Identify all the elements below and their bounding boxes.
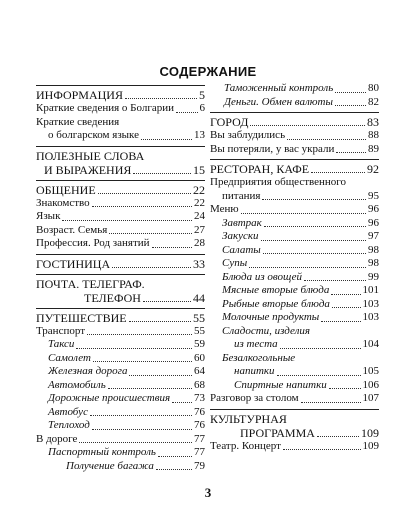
dot-leader	[329, 388, 361, 389]
dot-leader	[264, 226, 366, 227]
dot-leader	[283, 449, 361, 450]
toc-entry-page: 15	[193, 162, 205, 177]
toc-entry-title: Салаты	[222, 243, 261, 256]
toc-entry	[210, 440, 379, 454]
toc-entry	[210, 379, 379, 393]
toc-entry-title: Такси	[48, 338, 75, 350]
dot-leader	[92, 206, 192, 207]
dot-leader	[287, 139, 366, 140]
dot-leader	[76, 348, 192, 349]
toc-entry	[210, 244, 379, 258]
toc-entry	[210, 298, 379, 312]
toc-entry-heading-line: Безалкогольные	[222, 351, 296, 364]
toc-entry-title: Знакомство	[36, 196, 90, 209]
dot-leader	[250, 125, 365, 126]
toc-entry-page: 22	[193, 182, 205, 197]
toc-entry	[36, 197, 205, 211]
dot-leader	[263, 253, 366, 254]
dot-leader	[129, 375, 192, 376]
toc-entry	[36, 274, 205, 305]
toc-entry	[36, 210, 205, 224]
toc-entry-title: Транспорт	[36, 324, 86, 337]
toc-entry-page: 60	[194, 351, 205, 364]
toc-entry-page: 99	[368, 270, 379, 283]
toc-entry-page: 97	[368, 230, 379, 242]
toc-entry-heading-line: Предприятия общественного	[210, 176, 347, 188]
dot-leader	[62, 220, 192, 221]
toc-entry	[36, 237, 205, 251]
toc-entry	[36, 116, 205, 143]
toc-entry	[210, 143, 379, 157]
toc-entry-title: Вы потеряли, у вас украли	[210, 142, 335, 155]
contents-title: СОДЕРЖАНИЕ	[159, 64, 257, 79]
toc-entry	[36, 446, 205, 460]
toc-entry-page: 105	[362, 365, 379, 377]
page-number: 3	[204, 485, 212, 500]
dot-leader	[311, 172, 365, 173]
dot-leader	[176, 112, 198, 113]
toc-entry-page: 103	[362, 297, 379, 310]
toc-entry-heading-line: Краткие сведения	[36, 115, 120, 128]
dot-leader	[280, 348, 361, 349]
dot-leader	[277, 375, 361, 376]
toc-entry-page: 103	[362, 311, 379, 323]
toc-entry-heading-line: ПОЛЕЗНЫЕ СЛОВА	[36, 148, 145, 163]
toc-entry-title: Закуски	[222, 230, 259, 242]
toc-entry	[210, 284, 379, 298]
toc-entry	[210, 217, 379, 231]
dot-leader	[125, 98, 197, 99]
toc-entry-page: 55	[193, 310, 205, 325]
toc-entry	[36, 325, 205, 339]
toc-entry-title: Меню	[210, 203, 239, 215]
toc-entry-page: 107	[362, 392, 379, 404]
dot-leader	[87, 334, 192, 335]
dot-leader	[336, 152, 366, 153]
dot-leader	[321, 321, 360, 322]
toc-entry-title: В дороге	[36, 432, 78, 445]
toc-entry	[210, 176, 379, 203]
toc-entry-title: питания	[222, 189, 261, 202]
toc-entry-title: Вы заблудились	[210, 129, 286, 141]
toc-entry-page: 96	[368, 216, 379, 229]
dot-leader	[317, 436, 359, 437]
toc-entry-page: 68	[194, 378, 205, 391]
toc-entry-title: Дорожные происшествия	[48, 392, 171, 404]
toc-entry-title: Деньги. Обмен валюты	[224, 95, 333, 108]
toc-entry	[210, 409, 379, 440]
dot-leader	[93, 361, 192, 362]
toc-entry-page: 89	[368, 142, 379, 155]
dot-leader	[261, 240, 366, 241]
toc-entry-page: 88	[368, 129, 379, 141]
toc-entry-title: ИНФОРМАЦИЯ	[36, 88, 123, 102]
toc-entry	[210, 159, 379, 176]
toc-entry-title: Автобус	[48, 405, 88, 418]
toc-entry-page: 101	[362, 284, 379, 296]
dot-leader	[152, 247, 192, 248]
toc-entry-page: 76	[194, 419, 205, 431]
toc-entry	[210, 352, 379, 379]
toc-entry	[210, 271, 379, 285]
toc-entry-title: Театр. Концерт	[210, 439, 281, 452]
toc-entry-title: Самолет	[48, 351, 91, 364]
toc-entry	[36, 392, 205, 406]
toc-entry-page: 55	[194, 324, 205, 337]
toc-entry-title: РЕСТОРАН, КАФЕ	[210, 162, 310, 176]
toc-entry	[36, 379, 205, 393]
toc-entry-title: из теста	[234, 338, 278, 350]
toc-entry-page: 82	[368, 95, 379, 108]
toc-entry	[210, 230, 379, 244]
dot-leader	[304, 280, 366, 281]
toc-entry-page: 98	[368, 257, 379, 269]
toc-entry	[36, 254, 205, 271]
toc-entry	[210, 325, 379, 352]
toc-entry-page: 76	[194, 405, 205, 418]
toc-entry-title: Язык	[36, 210, 61, 222]
toc-entry-heading-line: Сладости, изделия	[222, 324, 311, 337]
toc-entry-title: Железная дорога	[48, 365, 128, 377]
dot-leader	[90, 415, 192, 416]
dot-leader	[331, 294, 360, 295]
toc-entry-title: Блюда из овощей	[222, 270, 302, 283]
dot-leader	[156, 469, 192, 470]
toc-entry	[210, 257, 379, 271]
toc-entry-page: 24	[194, 210, 205, 222]
toc-entry-title: И ВЫРАЖЕНИЯ	[44, 162, 132, 177]
toc-entry-page: 95	[368, 189, 379, 202]
toc-entry	[36, 352, 205, 366]
dot-leader	[98, 193, 191, 194]
dot-leader	[141, 139, 192, 140]
dot-leader	[92, 429, 192, 430]
toc-entry-title: Супы	[222, 257, 248, 269]
toc-entry-page: 80	[368, 82, 379, 94]
dot-leader	[335, 105, 366, 106]
toc-entry-page: 109	[361, 425, 379, 440]
dot-leader	[133, 173, 191, 174]
toc-entry-page: 13	[194, 129, 205, 141]
toc-entry	[36, 102, 205, 116]
toc-entry-title: Молочные продукты	[222, 311, 320, 323]
toc-entry-title: Краткие сведения о Болгарии	[36, 102, 174, 114]
dot-leader	[158, 456, 192, 457]
toc-entry	[210, 392, 379, 406]
toc-entry	[36, 365, 205, 379]
toc-entry-title: напитки	[234, 365, 275, 377]
toc-entry	[210, 129, 379, 143]
toc-entry	[36, 180, 205, 197]
toc-entry-title: Разговор за столом	[210, 392, 299, 404]
toc-entry-title: Таможенный контроль	[224, 82, 334, 94]
toc-entry-title: Мясные вторые блюда	[222, 284, 330, 296]
toc-entry-title: Завтрак	[222, 216, 262, 229]
toc-entry-heading-line: КУЛЬТУРНАЯ	[210, 411, 287, 426]
toc-entry-page: 64	[194, 365, 205, 377]
dot-leader	[172, 402, 192, 403]
dot-leader	[262, 199, 366, 200]
toc-entry-page: 28	[194, 237, 205, 249]
toc-right-column	[210, 82, 379, 453]
dot-leader	[241, 213, 366, 214]
toc-entry-page: 22	[194, 196, 205, 209]
toc-entry-title: Рыбные вторые блюда	[222, 297, 330, 310]
toc-entry-page: 106	[362, 378, 379, 391]
dot-leader	[301, 402, 361, 403]
dot-leader	[335, 92, 366, 93]
toc-entry-page: 104	[362, 338, 379, 350]
toc-entry-page: 77	[194, 432, 205, 445]
toc-entry	[36, 406, 205, 420]
toc-entry-page: 33	[193, 256, 205, 271]
toc-entry	[210, 96, 379, 110]
toc-entry-page: 5	[199, 88, 205, 102]
toc-entry	[36, 433, 205, 447]
toc-left-column	[36, 82, 205, 473]
toc-entry-title: ПУТЕШЕСТВИЕ	[36, 310, 127, 325]
toc-entry-heading-line: ПОЧТА. ТЕЛЕГРАФ.	[36, 276, 145, 291]
toc-entry-title: Автомобиль	[48, 378, 106, 391]
toc-entry-page: 83	[367, 115, 379, 129]
dot-leader	[109, 233, 192, 234]
toc-entry	[36, 85, 205, 102]
toc-entry	[210, 311, 379, 325]
toc-entry-page: 92	[367, 162, 379, 176]
toc-entry-title: о болгарском языке	[48, 129, 140, 141]
dot-leader	[249, 267, 366, 268]
toc-entry	[36, 146, 205, 177]
toc-entry-title: ТЕЛЕФОН	[84, 290, 141, 305]
toc-entry	[36, 224, 205, 238]
toc-entry-title: ПРОГРАММА	[240, 425, 315, 440]
toc-entry	[210, 112, 379, 129]
toc-entry	[36, 419, 205, 433]
toc-entry-title: Получение багажа	[66, 459, 154, 472]
toc-entry-title: Возраст. Семья	[36, 223, 108, 236]
toc-entry-page: 98	[368, 243, 379, 256]
dot-leader	[129, 321, 191, 322]
toc-entry-title: Спиртные напитки	[234, 378, 327, 391]
toc-entry-page: 77	[194, 446, 205, 458]
dot-leader	[108, 388, 192, 389]
dot-leader	[143, 301, 191, 302]
toc-entry	[210, 82, 379, 96]
toc-entry	[210, 203, 379, 217]
toc-entry-page: 44	[193, 290, 205, 305]
toc-entry-page: 59	[194, 338, 205, 350]
toc-entry-page: 73	[194, 392, 205, 404]
toc-entry	[36, 308, 205, 325]
toc-entry-page: 109	[362, 439, 379, 452]
toc-entry-title: Профессия. Род занятий	[36, 237, 150, 249]
toc-entry-title: Теплоход	[48, 419, 90, 431]
toc-entry-page: 79	[194, 459, 205, 472]
toc-entry	[36, 460, 205, 474]
toc-entry-title: ГОРОД	[210, 115, 249, 129]
toc-entry-page: 27	[194, 223, 205, 236]
toc-entry-page: 96	[368, 203, 379, 215]
dot-leader	[332, 307, 361, 308]
toc-entry-title: ОБЩЕНИЕ	[36, 182, 96, 197]
toc-entry-page: 6	[199, 102, 205, 114]
toc-entry	[36, 338, 205, 352]
dot-leader	[79, 442, 192, 443]
toc-entry-title: ГОСТИНИЦА	[36, 256, 111, 271]
toc-entry-title: Паспортный контроль	[48, 446, 156, 458]
dot-leader	[112, 267, 191, 268]
